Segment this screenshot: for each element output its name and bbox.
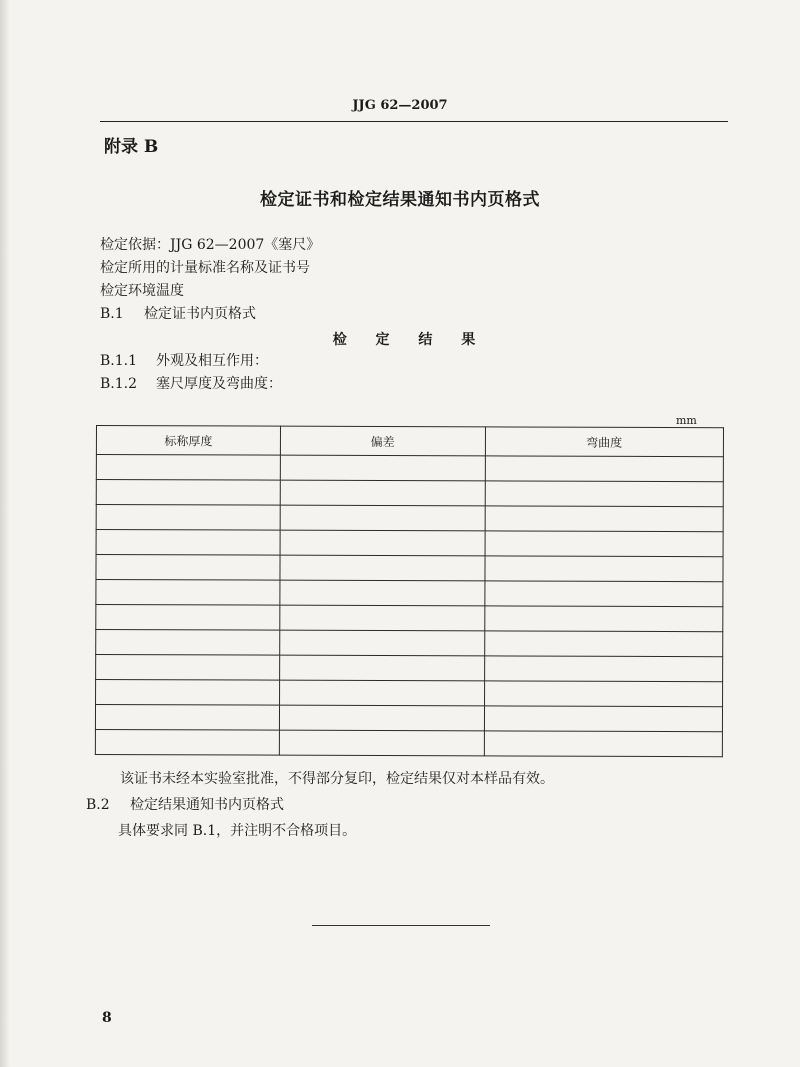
certificate-notice: 该证书未经本实验室批准，不得部分复印，检定结果仅对本样品有效。 (120, 771, 554, 787)
table-cell (96, 505, 280, 531)
table-cell (484, 731, 723, 757)
section-b2-number: B.2 (86, 797, 110, 813)
section-b1-number: B.1 (100, 306, 124, 322)
results-table (95, 425, 724, 757)
table-cell (96, 480, 280, 506)
table-cell (485, 531, 724, 557)
section-b2-detail: 具体要求同 B.1，并注明不合格项目。 (118, 823, 357, 839)
header-curvature: 弯曲度 (485, 427, 724, 457)
subsection-b12-number: B.1.2 (100, 376, 138, 392)
table-cell (485, 506, 724, 532)
results-heading: 检 定 结 果 (332, 332, 488, 348)
table-cell (279, 680, 484, 706)
subsection-b12 (100, 373, 282, 393)
table-row (95, 705, 722, 732)
table-cell (279, 655, 484, 681)
appendix-label: 附录 B (104, 137, 159, 157)
standard-name-line: 检定所用的计量标准名称及证书号 (100, 260, 310, 276)
table-row (96, 555, 723, 582)
table-row (96, 630, 723, 657)
page-number: 8 (102, 1010, 112, 1026)
section-b2-title: 检定结果通知书内页格式 (130, 797, 284, 813)
table-body (95, 455, 723, 757)
table-cell (484, 656, 723, 682)
table-row (96, 605, 723, 632)
table-cell (280, 580, 485, 606)
binding-edge (0, 0, 10, 1067)
table-cell (280, 455, 485, 481)
table-cell (96, 655, 280, 681)
table-cell (96, 455, 280, 481)
table-row (96, 655, 723, 682)
table-cell (485, 481, 724, 507)
table-cell (96, 580, 280, 606)
table-cell (484, 556, 723, 582)
table-cell (484, 631, 723, 657)
table-row (96, 580, 723, 607)
section-b2-heading (86, 794, 284, 814)
header-deviation: 偏差 (280, 426, 485, 456)
table-cell (96, 680, 280, 706)
section-b1-title: 检定证书内页格式 (144, 306, 256, 322)
table-row (95, 729, 722, 756)
end-rule (312, 925, 490, 926)
table-cell (96, 555, 280, 581)
subsection-b11 (100, 350, 268, 370)
section-b1-heading (100, 303, 256, 323)
table-cell (280, 605, 485, 631)
table-cell (484, 681, 723, 707)
running-header: JJG 62—2007 (352, 98, 448, 113)
table-unit-label: mm (676, 414, 697, 427)
subsection-b11-text: 外观及相互作用： (156, 353, 268, 369)
table-cell (96, 630, 280, 656)
header-rule (100, 121, 728, 122)
table-cell (95, 705, 279, 731)
table-cell (484, 581, 723, 607)
table-cell (485, 456, 724, 482)
table-cell (96, 530, 280, 556)
table-row (96, 480, 723, 507)
basis-line: 检定依据：JJG 62—2007《塞尺》 (100, 237, 321, 253)
subsection-b11-number: B.1.1 (100, 353, 138, 369)
table-cell (280, 555, 485, 581)
table-cell (279, 705, 484, 731)
environment-line: 检定环境温度 (100, 283, 184, 299)
subsection-b12-text: 塞尺厚度及弯曲度： (156, 376, 282, 392)
table-cell (484, 606, 723, 632)
table-row (96, 455, 723, 482)
table-cell (280, 530, 485, 556)
table-cell (280, 630, 485, 656)
table-cell (484, 706, 723, 732)
table-row (96, 530, 723, 557)
table-cell (280, 505, 485, 531)
table-cell (96, 605, 280, 631)
table-row (96, 505, 723, 532)
header-nominal-thickness: 标称厚度 (96, 426, 280, 456)
document-title: 检定证书和检定结果通知书内页格式 (260, 190, 540, 210)
table-cell (280, 480, 485, 506)
table-cell (95, 729, 279, 755)
table-row (96, 680, 723, 707)
table-cell (279, 730, 484, 756)
table-header-row (96, 426, 723, 457)
